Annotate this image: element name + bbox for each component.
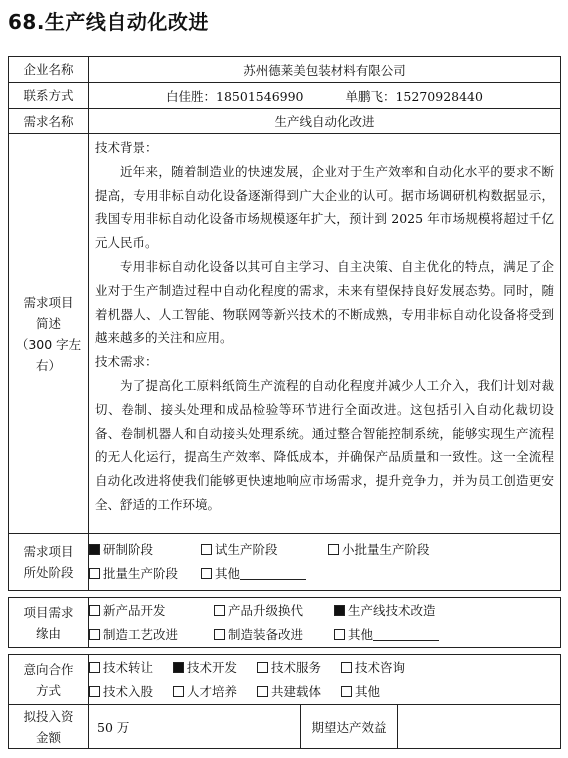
- checkbox-checked-icon[interactable]: [334, 605, 345, 616]
- demand-form-table: [8, 56, 561, 749]
- checkbox-option[interactable]: [334, 599, 484, 623]
- checkbox-option[interactable]: [201, 538, 328, 562]
- description-paragraph: 近年来，随着制造业的快速发展，企业对于生产效率和自动化水平的要求不断提高，专用非标自动化设备逐渐得到广大企业的认可。据市场调研机构数据显示，我国专用非标自动化设备市场规模逐年扩大，预计到 2025 年市场规模将超过千亿元人民币。: [95, 163, 555, 251]
- checkbox-option[interactable]: [89, 656, 173, 680]
- description-paragraph: 技术背景：: [95, 140, 158, 155]
- demand-name-row: [9, 109, 561, 134]
- description-paragraph: 技术需求：: [95, 354, 158, 370]
- checkbox-label: 产品升级换代: [228, 602, 304, 618]
- cooperation-label: 意向合作 方式: [9, 655, 89, 705]
- checkbox-option[interactable]: [328, 538, 478, 562]
- checkbox-option[interactable]: [89, 680, 173, 704]
- checkbox-option[interactable]: [257, 680, 341, 704]
- contact-row: [9, 83, 561, 109]
- description-body: [89, 134, 561, 534]
- investment-row: [9, 705, 561, 749]
- description-paragraph: 为了提高化工原料纸筒生产流程的自动化程度并减少人工介入，我们计划对裁切、卷制、接头处理和成品检验等环节进行全面改进。这包括引入自动化裁切设备、卷制机器人和自动接头处理系统。通过整合智能控制系统，能够实现生产流程的无人化运行，提高生产效率、降低成本，并确保产品质量和一致性。这一全流程自动化改进将使我们能够更快速地响应市场需求，提升竞争力，并为员工创造更安全、舒适的工作环境。: [95, 377, 555, 512]
- checkbox-option[interactable]: [173, 656, 257, 680]
- option-row: [89, 656, 560, 680]
- checkbox-option[interactable]: [341, 680, 451, 704]
- checkbox-option[interactable]: [89, 599, 214, 623]
- checkbox-checked-icon[interactable]: [89, 544, 100, 555]
- page-title: 68.生产线自动化改进: [8, 10, 209, 34]
- cooperation-options: [89, 655, 561, 705]
- checkbox-empty-icon[interactable]: [201, 544, 212, 555]
- checkbox-label: 技术转让: [103, 659, 154, 675]
- checkbox-label: 其他: [348, 626, 374, 642]
- checkbox-empty-icon[interactable]: [89, 662, 100, 673]
- checkbox-empty-icon[interactable]: [89, 605, 100, 616]
- fill-in-blank[interactable]: [240, 567, 306, 580]
- checkbox-label: 人才培养: [187, 683, 238, 699]
- checkbox-option[interactable]: [201, 562, 328, 586]
- checkbox-empty-icon[interactable]: [173, 686, 184, 697]
- checkbox-label: 小批量生产阶段: [342, 542, 430, 557]
- checkbox-empty-icon[interactable]: [201, 568, 212, 579]
- checkbox-empty-icon[interactable]: [89, 629, 100, 640]
- checkbox-empty-icon[interactable]: [89, 686, 100, 697]
- option-row: [89, 562, 560, 586]
- description-row: [9, 134, 561, 534]
- checkbox-label: 研制阶段: [103, 542, 154, 557]
- checkbox-label: 其他: [355, 683, 381, 699]
- stage-label: 需求项目 所处阶段: [9, 534, 89, 591]
- expected-benefit-value: [398, 705, 561, 749]
- investment-label: 拟投入资 金额: [9, 705, 89, 749]
- investment-amount: 50 万: [89, 705, 301, 749]
- contact-person-1: 白佳胜：18501546990: [166, 88, 304, 104]
- checkbox-label: 制造工艺改进: [103, 626, 179, 642]
- checkbox-empty-icon[interactable]: [334, 629, 345, 640]
- checkbox-option[interactable]: [89, 538, 201, 562]
- checkbox-label: 技术服务: [271, 659, 322, 675]
- demand-name-value: 生产线自动化改进: [89, 109, 561, 134]
- checkbox-option[interactable]: [257, 656, 341, 680]
- origin-row: [9, 598, 561, 648]
- checkbox-option[interactable]: [214, 623, 334, 647]
- checkbox-label: 其他: [215, 566, 241, 581]
- description-text: [89, 134, 560, 519]
- checkbox-option[interactable]: [214, 599, 334, 623]
- checkbox-empty-icon[interactable]: [257, 662, 268, 673]
- contact-value: [89, 83, 561, 109]
- checkbox-empty-icon[interactable]: [257, 686, 268, 697]
- checkbox-empty-icon[interactable]: [328, 544, 339, 555]
- option-row: [89, 599, 560, 623]
- checkbox-label: 试生产阶段: [215, 542, 278, 557]
- contact-label: 联系方式: [9, 83, 89, 109]
- description-paragraph: 专用非标自动化设备以其可自主学习、自主决策、自主优化的特点，满足了企业对于生产制造过程中自动化程度的需求，未来有望保持良好发展态势。同时，随着机器人、人工智能、物联网等新兴技术的不断成熟，专用非标自动化设备将受到越来越多的关注和应用。: [95, 258, 555, 346]
- checkbox-label: 新产品开发: [103, 602, 166, 618]
- origin-options: [89, 598, 561, 648]
- checkbox-option[interactable]: [334, 623, 484, 647]
- stage-options: [89, 534, 561, 591]
- checkbox-option[interactable]: [341, 656, 451, 680]
- stage-row: [9, 534, 561, 591]
- checkbox-empty-icon[interactable]: [341, 662, 352, 673]
- option-row: [89, 623, 560, 647]
- fill-in-blank[interactable]: [373, 628, 439, 641]
- option-row: [89, 680, 560, 704]
- checkbox-option[interactable]: [89, 623, 214, 647]
- checkbox-empty-icon[interactable]: [214, 629, 225, 640]
- checkbox-empty-icon[interactable]: [89, 568, 100, 579]
- checkbox-option[interactable]: [173, 680, 257, 704]
- demand-name-label: 需求名称: [9, 109, 89, 134]
- checkbox-label: 技术咨询: [355, 659, 406, 675]
- cooperation-row: [9, 655, 561, 705]
- checkbox-label: 批量生产阶段: [103, 566, 179, 581]
- checkbox-label: 技术入股: [103, 683, 154, 699]
- checkbox-label: 生产线技术改造: [348, 602, 436, 618]
- company-row: [9, 57, 561, 83]
- checkbox-empty-icon[interactable]: [341, 686, 352, 697]
- checkbox-label: 制造装备改进: [228, 626, 304, 642]
- checkbox-option[interactable]: [89, 562, 201, 586]
- checkbox-empty-icon[interactable]: [214, 605, 225, 616]
- expected-benefit-label: 期望达产效益: [301, 705, 398, 749]
- company-name: 苏州德莱美包装材料有限公司: [89, 57, 561, 83]
- company-label: 企业名称: [9, 57, 89, 83]
- contact-person-2: 单鹏飞：15270928440: [345, 88, 483, 104]
- option-row: [89, 538, 560, 562]
- checkbox-label: 共建载体: [271, 683, 322, 699]
- description-label: 需求项目 简述 （300 字左 右）: [9, 134, 89, 534]
- origin-label: 项目需求 缘由: [9, 598, 89, 648]
- checkbox-checked-icon[interactable]: [173, 662, 184, 673]
- checkbox-label: 技术开发: [187, 659, 238, 675]
